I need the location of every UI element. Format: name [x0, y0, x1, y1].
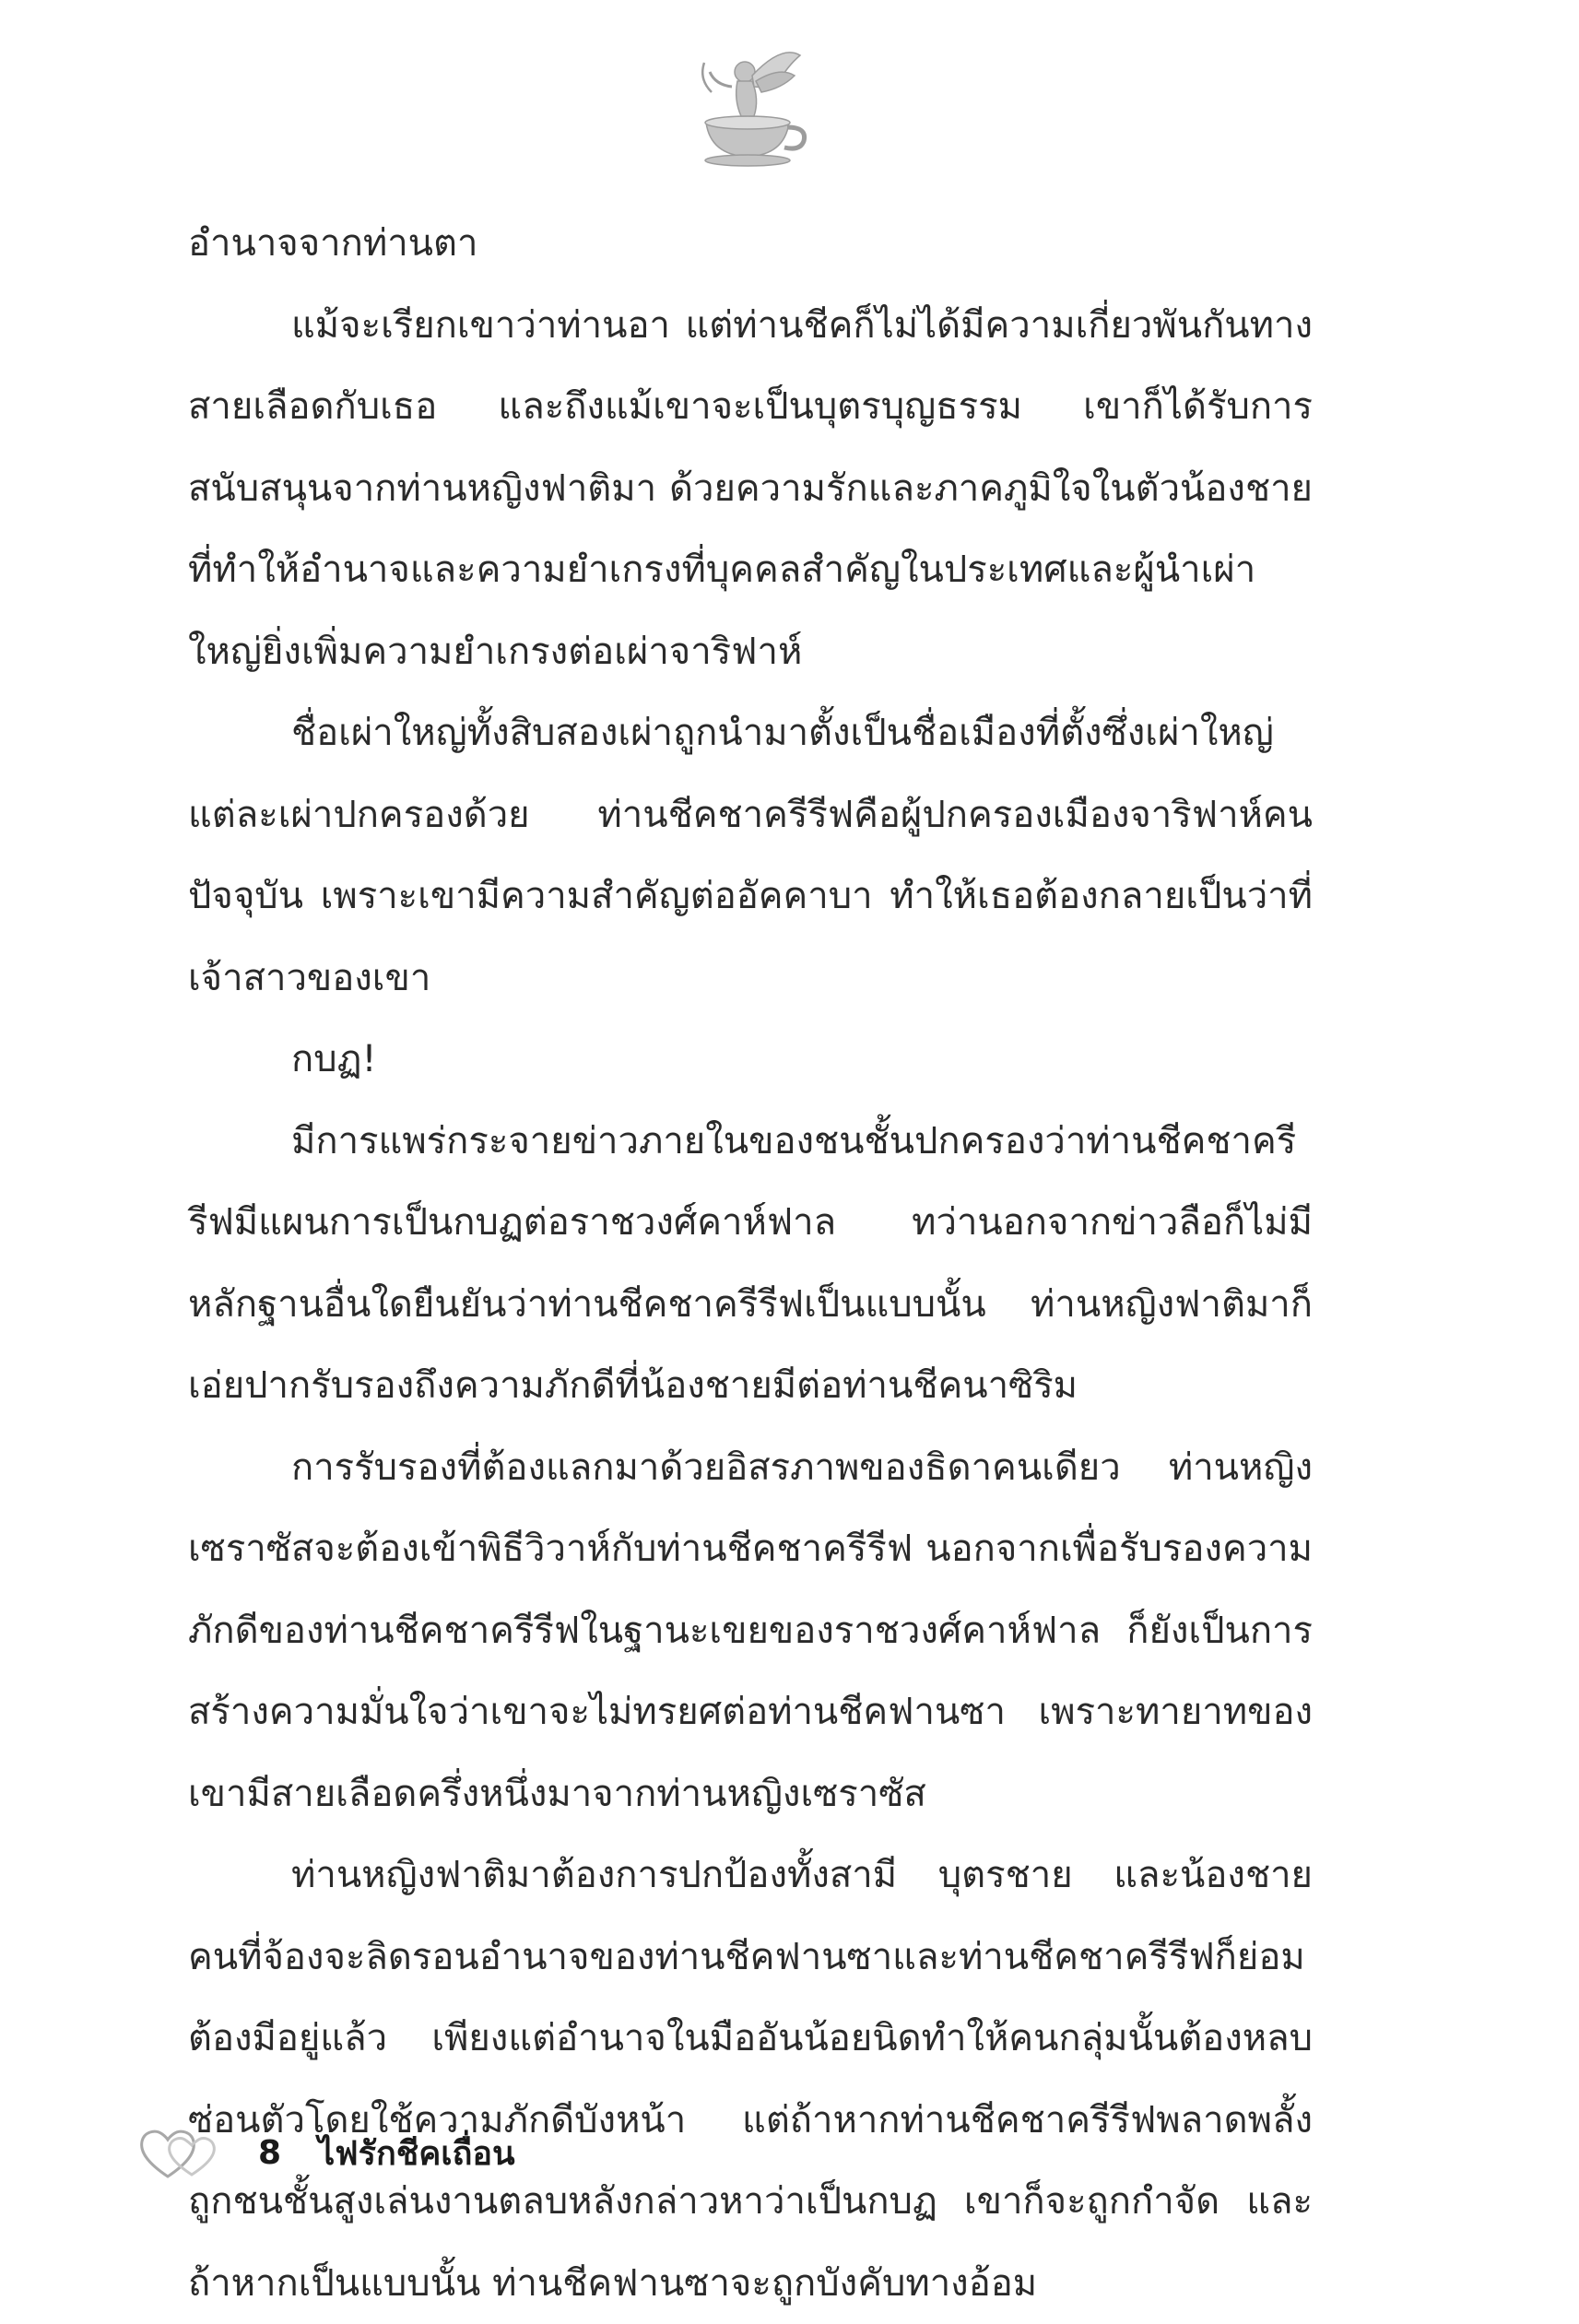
paragraph: มีการแพร่กระจายข่าวภายในของชนชั้นปกครองว่าท่านชีคชาครีรีฟมีแผนการเป็นกบฏต่อราชวงศ์คาห์ฟาล ทว่านอกจากข่าวลือก็ไม่มีหลักฐานอื่นใดยืนยันว่าท่านชีคชาครีรีฟเป็นแบบนั้น ท่านหญิงฟาติมาก็เอ่ยปากรับรองถึงความภักดีที่น้องชายมีต่อท่านชีคนาซิริม — [188, 1119, 1313, 1407]
page-footer — [136, 2120, 515, 2185]
paragraph: ท่านหญิงฟาติมาต้องการปกป้องทั้งสามี บุตรชาย และน้องชาย คนที่จ้องจะลิดรอนอำนาจของท่านชีคฟานซาและท่านชีคชาครีรีฟก็ย่อมต้องมีอยู่แล้ว เพียงแต่อำนาจในมืออันน้อยนิดทำให้คนกลุ่มนั้นต้องหลบซ่อนตัวโดยใช้ความภักดีบังหน้า แต่ถ้าหากท่านชีคชาครีรีฟพลาดพลั้งถูกชนชั้นสูงเล่นงานตลบหลังกล่าวหาว่าเป็นกบฏ เขาก็จะถูกกำจัด และถ้าหากเป็นแบบนั้น ท่านชีคฟานซาจะถูกบังคับทางอ้อม — [188, 1854, 1313, 2305]
paragraph: อำนาจจากท่านตา — [188, 222, 478, 265]
cupid-on-teacup-icon — [678, 35, 817, 173]
book-title: ไฟรักชีคเถื่อน — [318, 2134, 515, 2173]
paragraph: ชื่อเผ่าใหญ่ทั้งสิบสองเผ่าถูกนำมาตั้งเป็นชื่อเมืองที่ตั้งซึ่งเผ่าใหญ่แต่ละเผ่าปกครองด้วย ท่านชีคชาครีรีฟคือผู้ปกครองเมืองจาริฟาห์คนปัจจุบัน เพราะเขามีความสำคัญต่ออัคคาบา ทำให้เธอต้องกลายเป็นว่าที่เจ้าสาวของเขา — [188, 712, 1313, 999]
double-heart-icon — [136, 2123, 225, 2182]
paragraph: การรับรองที่ต้องแลกมาด้วยอิสรภาพของธิดาคนเดียว ท่านหญิงเซราซัสจะต้องเข้าพิธีวิวาห์กับท่านชีคชาครีรีฟ นอกจากเพื่อรับรองความภักดีของท่านชีคชาครีรีฟในฐานะเขยของราชวงศ์คาห์ฟาล ก็ยังเป็นการสร้างความมั่นใจว่าเขาจะไม่ทรยศต่อท่านชีคฟานซา เพราะทายาทของเขามีสายเลือดครึ่งหนึ่งมาจากท่านหญิงเซราซัส — [188, 1445, 1313, 1815]
page-number: 8 — [258, 2133, 282, 2172]
paragraph: แม้จะเรียกเขาว่าท่านอา แต่ท่านชีคก็ไม่ได้มีความเกี่ยวพันกันทางสายเลือดกับเธอ และถึงแม้เขาจะเป็นบุตรบุญธรรม เขาก็ได้รับการสนับสนุนจากท่านหญิงฟาติมา ด้วยความรักและภาคภูมิใจในตัวน้องชายที่ทำให้อำนาจและความยำเกรงที่บุคคลสำคัญในประเทศและผู้นำเผ่าใหญ่ยิ่งเพิ่มความยำเกรงต่อเผ่าจาริฟาห์ — [188, 303, 1313, 673]
body-text — [188, 203, 1313, 2324]
paragraph: กบฏ! — [291, 1038, 377, 1080]
